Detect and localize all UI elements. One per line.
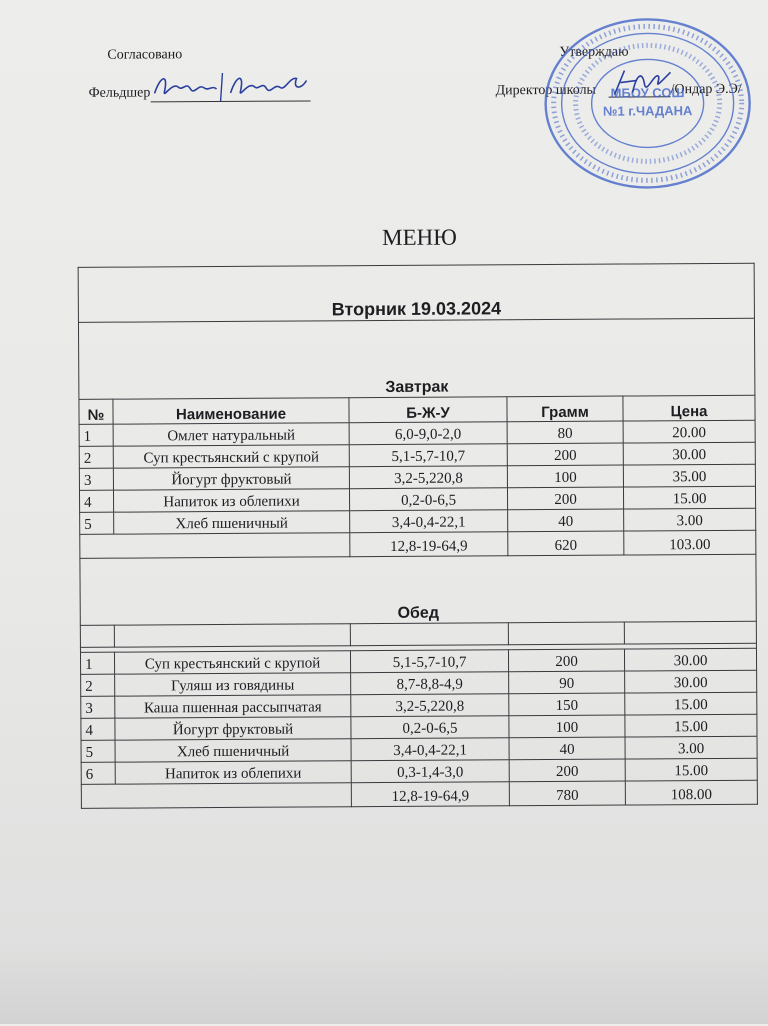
dish-price: 35.00: [623, 464, 755, 487]
dish-gram: 200: [507, 443, 623, 466]
director-name: /Ондар Э.Э/: [670, 81, 742, 98]
dish-bju: 8,7-8,8-4,9: [351, 672, 509, 695]
row-number: 4: [79, 490, 113, 512]
dish-gram: 40: [509, 737, 625, 760]
row-number: 6: [81, 762, 115, 784]
dish-price: 3.00: [625, 736, 757, 759]
day-row: [78, 263, 754, 322]
dish-name: Напиток из облепихи: [113, 489, 349, 512]
total-bju: 12,8-19-64,9: [351, 782, 509, 807]
dish-bju: 5,1-5,7-10,7: [350, 650, 508, 673]
row-number: 3: [79, 468, 113, 490]
confirm-label: Утверждаю: [559, 44, 629, 60]
row-number: 5: [81, 740, 115, 762]
dish-name: Напиток из облепихи: [115, 761, 351, 784]
dish-gram: 90: [509, 671, 625, 694]
col-name-header: Наименование: [113, 398, 349, 424]
total-price: 103.00: [624, 530, 756, 555]
dish-price: 15.00: [625, 692, 757, 715]
lunch-title-row: [80, 554, 756, 625]
dish-name: Йогурт фруктовый: [115, 717, 351, 740]
breakfast-title: Завтрак: [78, 318, 754, 399]
lunch-total-row: [81, 780, 757, 808]
stamp-text-line1: МБОУ СОШ: [610, 85, 685, 101]
dish-name: Суп крестьянский с крупой: [113, 445, 349, 468]
row-number: 1: [79, 424, 113, 446]
total-gram: 620: [508, 531, 624, 556]
dish-price: 3.00: [624, 508, 756, 531]
dish-price: 30.00: [623, 442, 755, 465]
breakfast-title-row: [78, 318, 754, 399]
lunch-title: Обед: [80, 554, 756, 625]
col-price-header: Цена: [623, 395, 755, 421]
dish-gram: 100: [507, 465, 623, 488]
total-empty-cell: [80, 533, 350, 559]
col-gram-header: Грамм: [507, 396, 623, 422]
dish-bju: 3,2-5,220,8: [351, 694, 509, 717]
director-signature: [610, 64, 674, 100]
school-stamp: [541, 13, 754, 194]
dish-name: Хлеб пшеничный: [115, 739, 351, 762]
dish-price: 15.00: [623, 486, 755, 509]
row-number: 1: [80, 652, 114, 674]
dish-gram: 80: [507, 421, 623, 444]
dish-price: 15.00: [625, 758, 757, 781]
dish-gram: 200: [509, 759, 625, 782]
dish-price: 15.00: [625, 714, 757, 737]
dish-bju: 5,1-5,7-10,7: [349, 444, 507, 467]
dish-name: Суп крестьянский с крупой: [114, 651, 350, 674]
total-gram: 780: [509, 781, 625, 806]
row-number: 2: [81, 674, 115, 696]
stamp-text-line2: №1 г.ЧАДАНА: [602, 103, 693, 119]
dish-name: Каша пшенная рассыпчатая: [115, 695, 351, 718]
paper-shadow: [0, 940, 768, 1024]
dish-bju: 0,3-1,4-3,0: [351, 760, 509, 783]
day-title: Вторник 19.03.2024: [78, 263, 754, 322]
dish-gram: 150: [509, 693, 625, 716]
dish-bju: 3,4-0,4-22,1: [350, 510, 508, 533]
dish-gram: 200: [508, 649, 624, 672]
approved-label: Согласовано: [107, 47, 183, 63]
director-label: Директор школы: [495, 82, 596, 99]
dish-gram: 100: [509, 715, 625, 738]
feldsher-label: Фельдшер: [88, 85, 151, 101]
dish-bju: 3,2-5,220,8: [349, 466, 507, 489]
dish-bju: 0,2-0-6,5: [349, 488, 507, 511]
dish-name: Омлет натуральный: [113, 423, 349, 446]
dish-gram: 40: [508, 509, 624, 532]
dish-price: 30.00: [625, 670, 757, 693]
dish-name: Йогурт фруктовый: [113, 467, 349, 490]
total-bju: 12,8-19-64,9: [350, 532, 508, 557]
dish-bju: 6,0-9,0-2,0: [349, 422, 507, 445]
total-price: 108.00: [625, 780, 757, 805]
col-number-header: №: [79, 399, 113, 424]
menu-title: МЕНЮ: [381, 224, 457, 251]
dish-bju: 3,4-0,4-22,1: [351, 738, 509, 761]
dish-price: 30.00: [624, 648, 756, 671]
total-empty-cell: [81, 783, 351, 809]
dish-name: Гуляш из говядины: [115, 673, 351, 696]
dish-bju: 0,2-0-6,5: [351, 716, 509, 739]
col-bju-header: Б-Ж-У: [349, 397, 507, 423]
row-number: 3: [81, 696, 115, 718]
dish-price: 20.00: [623, 420, 755, 443]
dish-gram: 200: [507, 487, 623, 510]
row-number: 2: [79, 446, 113, 468]
dish-name: Хлеб пшеничный: [114, 511, 350, 534]
row-number: 4: [81, 718, 115, 740]
menu-table: [78, 263, 758, 809]
row-number: 5: [80, 512, 114, 534]
